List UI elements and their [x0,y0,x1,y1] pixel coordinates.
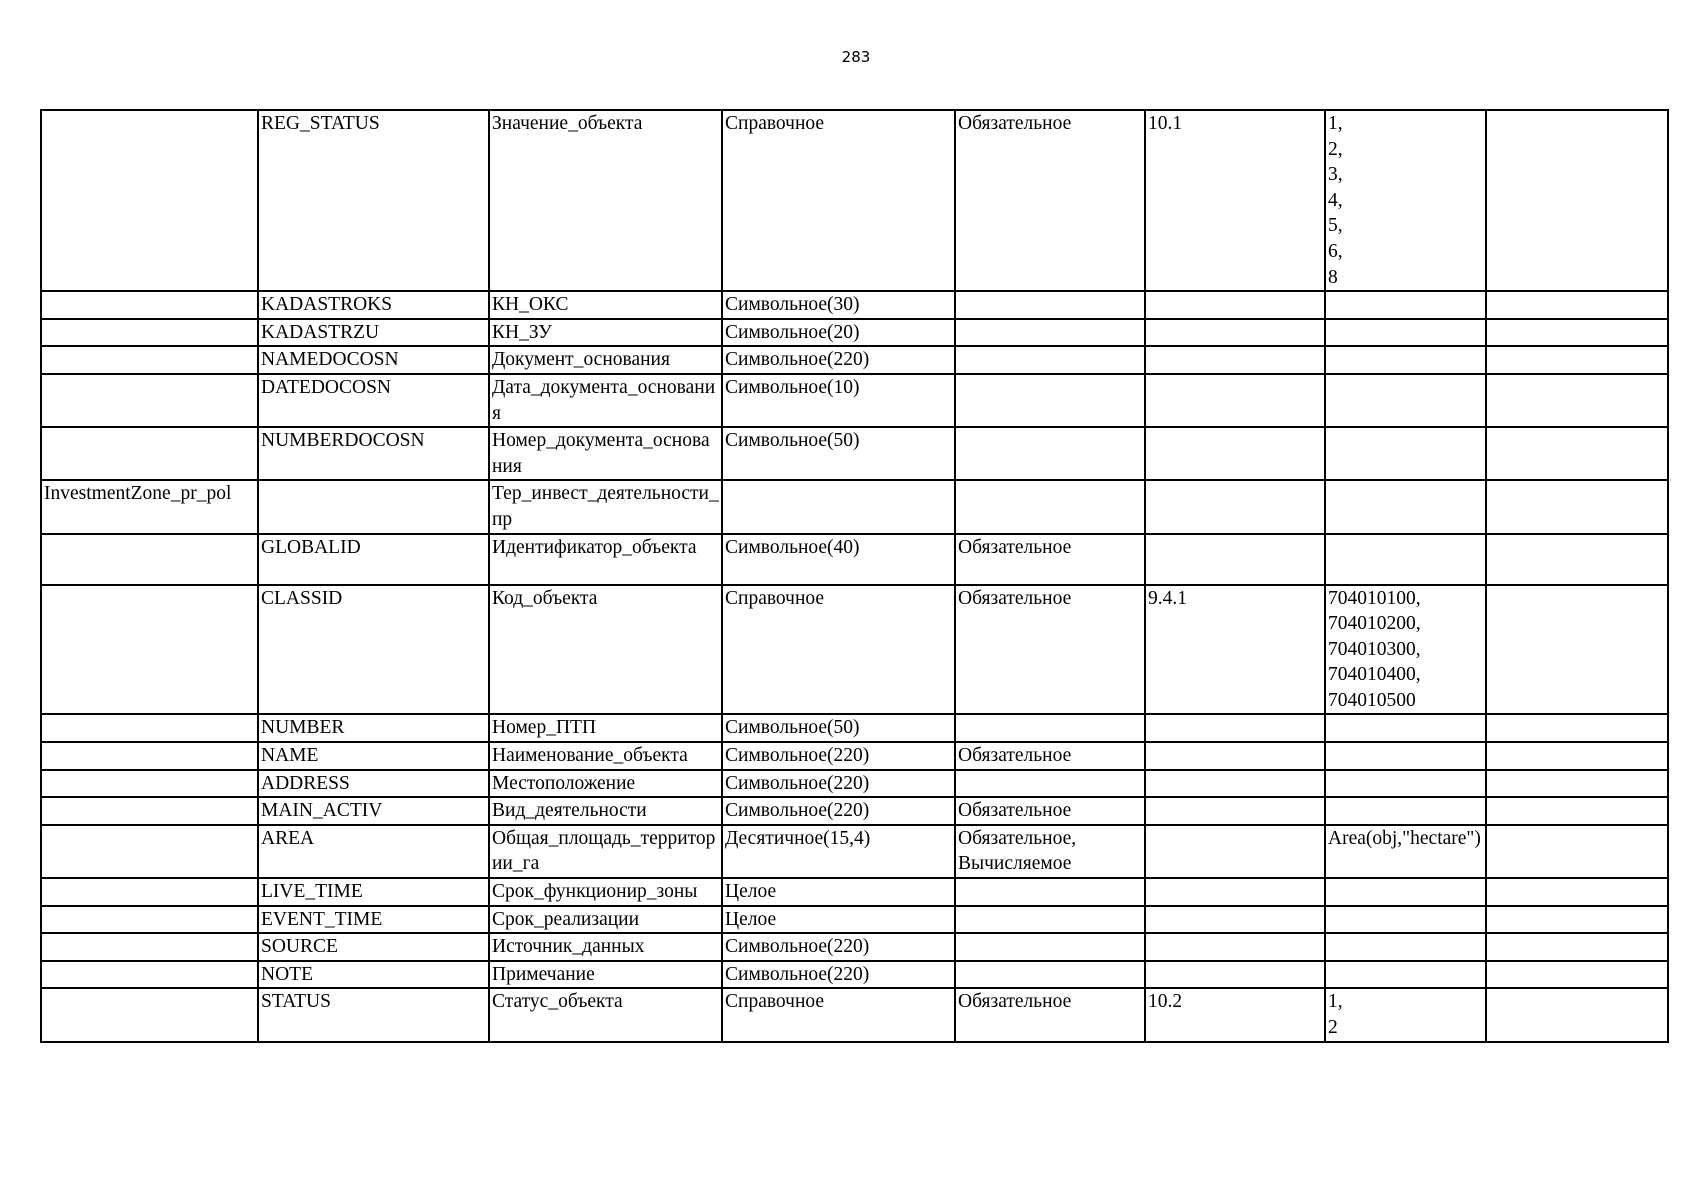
table-row [41,319,1668,347]
field-type-cell: Символьное(220) [722,346,955,374]
table-body [41,110,1668,1042]
field-alias-cell: Номер_ПТП [489,714,722,742]
field-alias-cell: Общая_площадь_территории_га [489,825,722,878]
field-alias-cell: Наименование_объекта [489,742,722,770]
field-name-cell: CLASSID [258,585,489,715]
note-cell [1486,534,1668,585]
layer-name-cell [41,825,258,878]
note-cell [1486,319,1668,347]
required-flag-cell [955,319,1145,347]
layer-name-cell [41,770,258,798]
allowed-values-cell [1325,480,1486,533]
reference-cell [1145,291,1325,319]
reference-cell: 10.2 [1145,988,1325,1041]
reference-cell: 9.4.1 [1145,585,1325,715]
reference-cell [1145,825,1325,878]
field-name-cell: NAMEDOCOSN [258,346,489,374]
required-flag-cell [955,346,1145,374]
field-name-cell: NUMBER [258,714,489,742]
required-flag-cell [955,374,1145,427]
field-alias-cell: Статус_объекта [489,988,722,1041]
field-name-cell: LIVE_TIME [258,878,489,906]
field-type-cell: Символьное(50) [722,427,955,480]
field-type-cell: Справочное [722,585,955,715]
field-alias-cell: КН_ЗУ [489,319,722,347]
field-alias-cell: Значение_объекта [489,110,722,291]
allowed-values-cell [1325,427,1486,480]
layer-name-cell [41,110,258,291]
table-row [41,878,1668,906]
field-alias-cell: Примечание [489,961,722,989]
table-row [41,933,1668,961]
field-type-cell: Символьное(220) [722,933,955,961]
note-cell [1486,427,1668,480]
required-flag-cell: Обязательное [955,797,1145,825]
reference-cell: 10.1 [1145,110,1325,291]
note-cell [1486,480,1668,533]
required-flag-cell: Обязательное [955,988,1145,1041]
field-name-cell: NUMBERDOCOSN [258,427,489,480]
table-row [41,585,1668,715]
required-flag-cell: Обязательное [955,585,1145,715]
note-cell [1486,906,1668,934]
field-alias-cell: Код_объекта [489,585,722,715]
allowed-values-cell: 704010100, 704010200, 704010300, 704010400, 704010500 [1325,585,1486,715]
field-name-cell: NAME [258,742,489,770]
field-name-cell: STATUS [258,988,489,1041]
allowed-values-cell [1325,714,1486,742]
allowed-values-cell [1325,933,1486,961]
note-cell [1486,770,1668,798]
field-type-cell: Символьное(50) [722,714,955,742]
note-cell [1486,714,1668,742]
table-row [41,110,1668,291]
field-name-cell [258,480,489,533]
field-name-cell: EVENT_TIME [258,906,489,934]
note-cell [1486,797,1668,825]
note-cell [1486,585,1668,715]
reference-cell [1145,878,1325,906]
reference-cell [1145,346,1325,374]
table-row [41,988,1668,1041]
table-row [41,770,1668,798]
field-type-cell: Справочное [722,110,955,291]
field-alias-cell: Срок_функционир_зоны [489,878,722,906]
field-type-cell: Целое [722,906,955,934]
layer-name-cell [41,585,258,715]
reference-cell [1145,906,1325,934]
note-cell [1486,742,1668,770]
field-type-cell: Символьное(30) [722,291,955,319]
layer-name-cell [41,742,258,770]
note-cell [1486,933,1668,961]
allowed-values-cell [1325,906,1486,934]
required-flag-cell: Обязательное [955,110,1145,291]
required-flag-cell [955,427,1145,480]
required-flag-cell [955,906,1145,934]
allowed-values-cell [1325,797,1486,825]
allowed-values-cell [1325,742,1486,770]
page-number: 283 [841,48,871,66]
layer-name-cell [41,797,258,825]
field-type-cell: Символьное(220) [722,961,955,989]
field-name-cell: AREA [258,825,489,878]
allowed-values-cell [1325,770,1486,798]
required-flag-cell [955,878,1145,906]
table-row [41,742,1668,770]
layer-name-cell [41,961,258,989]
reference-cell [1145,714,1325,742]
field-type-cell: Целое [722,878,955,906]
required-flag-cell [955,291,1145,319]
table-row [41,346,1668,374]
reference-cell [1145,480,1325,533]
layer-name-cell [41,374,258,427]
layer-name-cell [41,319,258,347]
allowed-values-cell: Area(obj,"hectare") [1325,825,1486,878]
reference-cell [1145,427,1325,480]
attribute-table [40,109,1669,1043]
field-alias-cell: Номер_документа_основания [489,427,722,480]
layer-name-cell [41,291,258,319]
field-name-cell: ADDRESS [258,770,489,798]
reference-cell [1145,319,1325,347]
required-flag-cell [955,961,1145,989]
field-alias-cell: КН_ОКС [489,291,722,319]
note-cell [1486,291,1668,319]
allowed-values-cell [1325,374,1486,427]
layer-name-cell [41,878,258,906]
allowed-values-cell: 1, 2, 3, 4, 5, 6, 8 [1325,110,1486,291]
table-row [41,427,1668,480]
table-row [41,825,1668,878]
field-name-cell: NOTE [258,961,489,989]
reference-cell [1145,961,1325,989]
layer-name-cell [41,346,258,374]
note-cell [1486,961,1668,989]
table-row [41,797,1668,825]
note-cell [1486,988,1668,1041]
field-type-cell: Символьное(10) [722,374,955,427]
table-row [41,480,1668,533]
table-row [41,714,1668,742]
field-name-cell: REG_STATUS [258,110,489,291]
layer-name-cell [41,988,258,1041]
field-name-cell: KADASTROKS [258,291,489,319]
field-type-cell: Символьное(20) [722,319,955,347]
field-name-cell: DATEDOCOSN [258,374,489,427]
note-cell [1486,346,1668,374]
field-alias-cell: Идентификатор_объекта [489,534,722,585]
field-type-cell: Символьное(220) [722,797,955,825]
field-type-cell: Символьное(220) [722,770,955,798]
note-cell [1486,110,1668,291]
table-row [41,374,1668,427]
allowed-values-cell: 1, 2 [1325,988,1486,1041]
table-row [41,291,1668,319]
reference-cell [1145,374,1325,427]
field-name-cell: SOURCE [258,933,489,961]
note-cell [1486,878,1668,906]
layer-name-cell [41,427,258,480]
field-alias-cell: Источник_данных [489,933,722,961]
reference-cell [1145,534,1325,585]
reference-cell [1145,770,1325,798]
required-flag-cell [955,770,1145,798]
table-row [41,961,1668,989]
field-alias-cell: Вид_деятельности [489,797,722,825]
required-flag-cell: Обязательное [955,534,1145,585]
field-type-cell: Символьное(40) [722,534,955,585]
allowed-values-cell [1325,291,1486,319]
allowed-values-cell [1325,346,1486,374]
required-flag-cell: Обязательное, Вычисляемое [955,825,1145,878]
allowed-values-cell [1325,961,1486,989]
field-name-cell: GLOBALID [258,534,489,585]
table-row [41,906,1668,934]
reference-cell [1145,933,1325,961]
field-type-cell: Десятичное(15,4) [722,825,955,878]
layer-name-cell [41,714,258,742]
note-cell [1486,374,1668,427]
field-alias-cell: Дата_документа_основания [489,374,722,427]
field-alias-cell: Тер_инвест_деятельности_пр [489,480,722,533]
note-cell [1486,825,1668,878]
required-flag-cell [955,933,1145,961]
layer-name-cell [41,906,258,934]
allowed-values-cell [1325,878,1486,906]
field-name-cell: KADASTRZU [258,319,489,347]
field-alias-cell: Документ_основания [489,346,722,374]
field-alias-cell: Местоположение [489,770,722,798]
required-flag-cell [955,480,1145,533]
required-flag-cell: Обязательное [955,742,1145,770]
required-flag-cell [955,714,1145,742]
table-row [41,534,1668,585]
field-type-cell: Символьное(220) [722,742,955,770]
layer-name-cell [41,534,258,585]
layer-name-cell: InvestmentZone_pr_pol [41,480,258,533]
allowed-values-cell [1325,534,1486,585]
reference-cell [1145,742,1325,770]
field-name-cell: MAIN_ACTIV [258,797,489,825]
field-alias-cell: Срок_реализации [489,906,722,934]
allowed-values-cell [1325,319,1486,347]
field-type-cell: Справочное [722,988,955,1041]
reference-cell [1145,797,1325,825]
layer-name-cell [41,933,258,961]
field-type-cell [722,480,955,533]
